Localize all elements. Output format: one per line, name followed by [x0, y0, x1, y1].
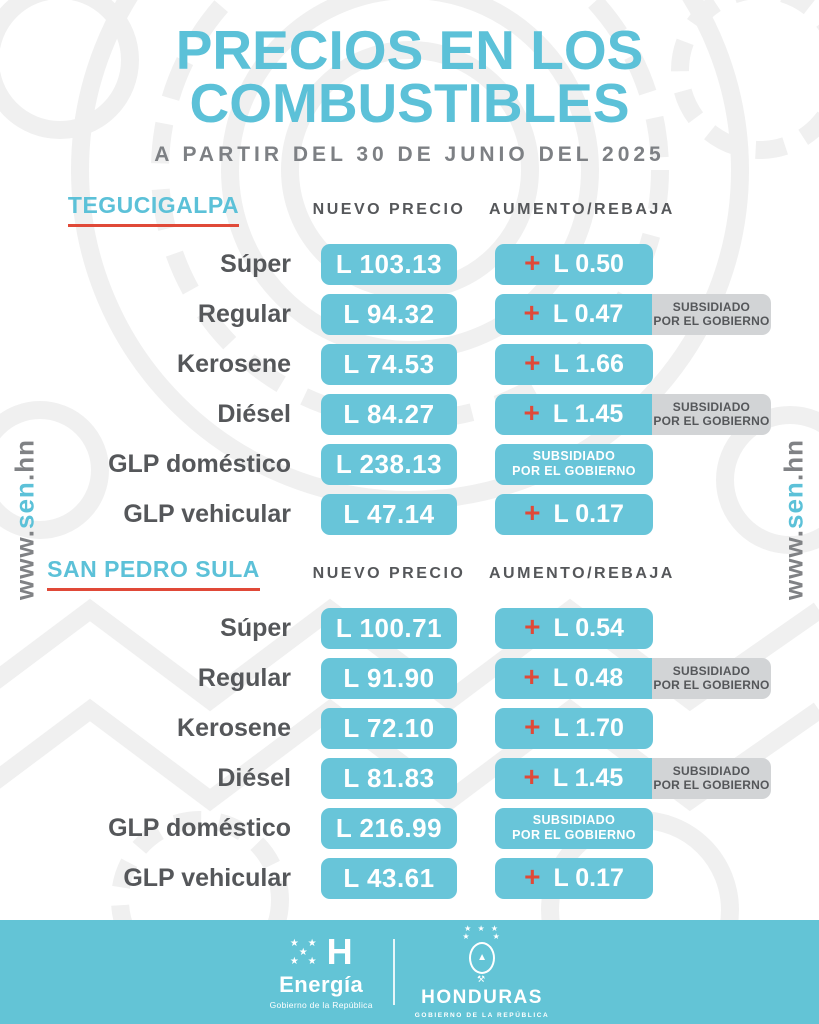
h-letter-icon: H: [326, 931, 353, 972]
column-header-aumento-rebaja: AUMENTO/REBAJA: [489, 564, 675, 582]
subsidy-badge: [495, 444, 653, 485]
change-cell: [495, 344, 771, 385]
fuel-label: Diésel: [217, 763, 291, 792]
page-title-line2: COMBUSTIBLES: [189, 71, 630, 134]
plus-icon: +: [523, 661, 540, 693]
price-badge: [321, 658, 457, 699]
subsidy-line2: POR EL GOBIERNO: [512, 464, 636, 479]
fuel-label: GLP doméstico: [108, 449, 291, 478]
change-cell: [495, 758, 771, 799]
column-header-nuevo-precio: NUEVO PRECIO: [312, 200, 466, 218]
subsidy-badge: [495, 808, 653, 849]
city-name: TEGUCIGALPA: [68, 192, 239, 227]
price-cell: [321, 758, 457, 799]
fuel-row-diésel: [0, 758, 819, 799]
fuel-label-cell: [0, 300, 307, 329]
column-header-aumento-rebaja: AUMENTO/REBAJA: [489, 200, 675, 218]
change-value: L 1.66: [553, 349, 624, 378]
price-value: L 43.61: [343, 862, 435, 893]
plus-icon: +: [524, 347, 541, 379]
coat-of-arms-icon: ★ ★ ★ ★ ★ ▲ ⚒: [462, 924, 502, 984]
fuel-row-diésel: [0, 394, 819, 435]
price-badge: [321, 758, 457, 799]
fuel-label: Regular: [197, 299, 291, 328]
price-sections: [0, 189, 819, 899]
change-cell: [495, 294, 771, 335]
change-badge: [495, 494, 653, 535]
price-badge: [321, 294, 457, 335]
plus-icon: +: [523, 397, 540, 429]
side-url-sen: sen: [9, 481, 40, 529]
change-value: L 1.45: [552, 763, 624, 792]
city-cell: [0, 192, 307, 227]
footer-bar: [0, 920, 819, 1024]
price-cell: [321, 394, 457, 435]
column-header-cell: [489, 564, 771, 583]
subsidy-tag-line2: POR EL GOBIERNO: [653, 778, 770, 793]
section-header-san-pedro-sula: [0, 553, 819, 595]
fuel-label-cell: [0, 450, 307, 479]
change-cell: [495, 808, 771, 849]
subsidy-tag-line1: SUBSIDIADO: [672, 299, 751, 314]
price-value: L 84.27: [343, 398, 435, 429]
change-value: L 0.17: [553, 863, 624, 892]
change-cell: [495, 494, 771, 535]
plus-icon: +: [523, 761, 540, 793]
fuel-label-cell: [0, 764, 307, 793]
fuel-label: GLP vehicular: [123, 863, 291, 892]
plus-icon: +: [524, 247, 541, 279]
change-cell: [495, 608, 771, 649]
side-url-suffix: .hn: [778, 439, 809, 482]
fuel-label: Súper: [220, 249, 291, 278]
section-san-pedro-sula: [0, 553, 819, 899]
price-value: L 216.99: [335, 812, 443, 843]
change-badge: [495, 758, 652, 799]
fuel-row-glp-vehicular: [0, 494, 819, 535]
subsidy-tag: [652, 294, 771, 335]
change-badge: [495, 708, 653, 749]
change-cell: [495, 658, 771, 699]
fuel-label-cell: [0, 400, 307, 429]
fuel-row-glp-vehicular: [0, 858, 819, 899]
price-badge: [321, 608, 457, 649]
subsidy-tag-line1: SUBSIDIADO: [672, 663, 751, 678]
side-url-left: [8, 412, 42, 627]
subsidy-line2: POR EL GOBIERNO: [512, 828, 636, 843]
fuel-label-cell: [0, 614, 307, 643]
subsidy-tag-line2: POR EL GOBIERNO: [653, 678, 770, 693]
energia-logo-mark: [289, 931, 353, 972]
change-cell: [495, 708, 771, 749]
change-cell: [495, 394, 771, 435]
change-value: L 0.50: [553, 249, 624, 278]
section-header-tegucigalpa: [0, 189, 819, 231]
fuel-label: Regular: [197, 663, 291, 692]
subsidy-tag: [652, 758, 771, 799]
price-cell: [321, 808, 457, 849]
price-badge: [321, 708, 457, 749]
side-url-right: [777, 412, 811, 627]
subsidy-tag: [652, 658, 771, 699]
subsidy-tag-line1: SUBSIDIADO: [672, 763, 751, 778]
change-value: L 0.17: [553, 499, 624, 528]
price-value: L 238.13: [335, 448, 443, 479]
fuel-row-kerosene: [0, 708, 819, 749]
price-value: L 81.83: [343, 762, 435, 793]
section-tegucigalpa: [0, 189, 819, 535]
change-badge: [495, 658, 652, 699]
price-cell: [321, 444, 457, 485]
fuel-row-kerosene: [0, 344, 819, 385]
subsidy-line1: SUBSIDIADO: [532, 813, 616, 828]
column-header-cell: [312, 200, 466, 219]
change-cell: [495, 858, 771, 899]
page-title-line1: PRECIOS EN LOS: [175, 19, 644, 81]
price-badge: [321, 858, 457, 899]
energia-government-logo: [269, 931, 373, 1010]
price-value: L 103.13: [335, 248, 443, 279]
fuel-row-súper: [0, 608, 819, 649]
price-cell: [321, 658, 457, 699]
price-cell: [321, 494, 457, 535]
price-badge: [321, 444, 457, 485]
fuel-label-cell: [0, 864, 307, 893]
fuel-row-regular: [0, 294, 819, 335]
fuel-label: GLP doméstico: [108, 813, 291, 842]
price-badge: [321, 808, 457, 849]
honduras-wordmark: HONDURAS: [421, 987, 543, 1008]
change-badge: [495, 294, 652, 335]
change-badge: [495, 608, 653, 649]
subsidy-tag-line2: POR EL GOBIERNO: [653, 314, 770, 329]
city-cell: [0, 556, 307, 591]
plus-icon: +: [524, 711, 541, 743]
fuel-label: GLP vehicular: [123, 499, 291, 528]
change-badge: [495, 394, 652, 435]
fuel-row-súper: [0, 244, 819, 285]
price-badge: [321, 394, 457, 435]
price-value: L 47.14: [343, 498, 435, 529]
fuel-label-cell: [0, 350, 307, 379]
side-url-sen: sen: [778, 481, 809, 529]
price-value: L 72.10: [343, 712, 435, 743]
subsidy-tag-line2: POR EL GOBIERNO: [653, 414, 770, 429]
change-value: L 0.54: [553, 613, 624, 642]
price-cell: [321, 608, 457, 649]
plus-icon: +: [523, 297, 540, 329]
price-cell: [321, 344, 457, 385]
change-badge: [495, 344, 653, 385]
fuel-label-cell: [0, 250, 307, 279]
price-value: L 74.53: [343, 348, 435, 379]
price-badge: [321, 244, 457, 285]
stars-icon: ★ ★ ★ ★ ★: [289, 937, 320, 967]
change-cell: [495, 444, 771, 485]
honduras-sub-text: GOBIERNO DE LA REPÚBLICA: [414, 1012, 550, 1019]
change-value: L 0.48: [552, 663, 624, 692]
side-url-suffix: .hn: [9, 439, 40, 482]
price-value: L 100.71: [335, 612, 443, 643]
column-header-nuevo-precio: NUEVO PRECIO: [312, 564, 466, 582]
energia-sub-text: Gobierno de la República: [269, 1000, 373, 1010]
change-value: L 1.45: [552, 399, 624, 428]
price-value: L 91.90: [343, 662, 435, 693]
change-value: L 0.47: [552, 299, 624, 328]
honduras-coat-of-arms-logo: [415, 925, 550, 1019]
price-badge: [321, 494, 457, 535]
fuel-label-cell: [0, 500, 307, 529]
plus-icon: +: [524, 861, 541, 893]
change-badge: [495, 858, 653, 899]
change-value: L 1.70: [553, 713, 624, 742]
price-cell: [321, 708, 457, 749]
plus-icon: +: [524, 497, 541, 529]
energia-wordmark: Energía: [279, 972, 364, 997]
change-badge: [495, 244, 653, 285]
subsidy-tag-line1: SUBSIDIADO: [672, 399, 751, 414]
column-header-cell: [312, 564, 466, 583]
fuel-row-glp-doméstico: [0, 808, 819, 849]
fuel-label-cell: [0, 714, 307, 743]
side-url-prefix: www.: [778, 528, 809, 600]
fuel-label: Kerosene: [177, 349, 291, 378]
side-url-prefix: www.: [9, 528, 40, 600]
title-block: [0, 0, 819, 167]
fuel-row-regular: [0, 658, 819, 699]
plus-icon: +: [524, 611, 541, 643]
fuel-label-cell: [0, 814, 307, 843]
fuel-row-glp-doméstico: [0, 444, 819, 485]
subsidy-tag: [652, 394, 771, 435]
fuel-label: Kerosene: [177, 713, 291, 742]
price-cell: [321, 294, 457, 335]
price-value: L 94.32: [343, 298, 435, 329]
effective-date-subtitle: A PARTIR DEL 30 DE JUNIO DEL 2025: [154, 142, 665, 166]
column-header-cell: [489, 200, 771, 219]
subsidy-line1: SUBSIDIADO: [532, 449, 616, 464]
price-cell: [321, 858, 457, 899]
change-cell: [495, 244, 771, 285]
fuel-label: Diésel: [217, 399, 291, 428]
footer-divider: [393, 939, 395, 1005]
price-badge: [321, 344, 457, 385]
fuel-label-cell: [0, 664, 307, 693]
city-name: SAN PEDRO SULA: [47, 556, 260, 591]
price-cell: [321, 244, 457, 285]
fuel-label: Súper: [220, 613, 291, 642]
